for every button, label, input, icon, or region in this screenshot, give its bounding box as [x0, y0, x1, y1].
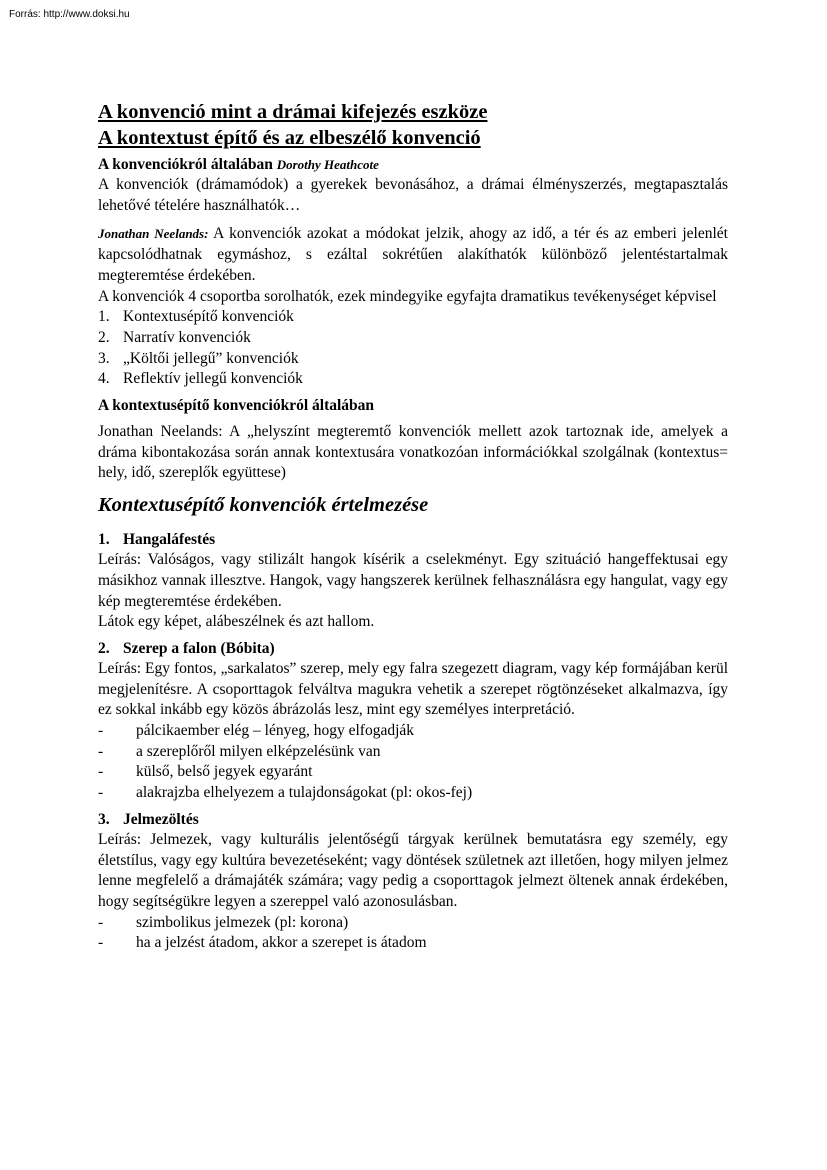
general-para2-text: A konvenciók azokat a módokat jelzik, ahogy az idő, a tér és az emberi jelenlét kapcsolódhatnak egymáshoz, s ezáltal sokrétűen alakíthatók különböző jelentéstartalmak megteremtése érdekében. [98, 225, 728, 284]
context-heading: A kontextusépítő konvenciókról általában [98, 397, 375, 415]
item-heading: 1. Hangaláfestés [98, 531, 216, 549]
general-heading-author: Dorothy Heathcote [276, 157, 379, 172]
document-page [98, 99, 728, 954]
list-item: 2. Narratív konvenciók [98, 328, 251, 346]
item-heading: 3. Jelmezöltés [98, 810, 199, 828]
list-item: - szimbolikus jelmezek (pl: korona) [98, 913, 349, 931]
item-description: Leírás: Egy fontos, „sarkalatos” szerep, mely egy falra szegezett diagram, vagy kép formájában kerül megjelenítésre. A csoporttagok felváltva magukra vehetik a szerepet rögtönzéseket alkalmazva, így ez sokkal inkább egy közös ábrázolás lesz, mint egy személyes interpretáció. [98, 659, 728, 719]
general-heading [98, 155, 728, 175]
item-description: Leírás: Valóságos, vagy stilizált hangok kísérik a cselekményt. Egy szituáció hangeffektusai egy másikhoz vannak illesztve. Hangok, vagy hangszerek kerülnek felhasználásra egy hangulat, vagy egy kép megteremtése érdekében. [98, 551, 728, 610]
item-bullets [98, 913, 728, 954]
general-para1: A konvenciók (drámamódok) a gyerekek bevonásához, a drámai élményszerzés, megtapasztalás lehetővé tételére használhatók… [98, 176, 728, 214]
list-item: - pálcikaember elég – lényeg, hogy elfogadják [98, 722, 415, 740]
general-para2 [98, 224, 728, 286]
list-item: 1. Kontextusépítő konvenciók [98, 308, 294, 326]
document-title-line1: A konvenció mint a drámai kifejezés eszköze [98, 101, 488, 123]
document-title-line2: A kontextust építő és az elbeszélő konvenció [98, 127, 481, 149]
list-item: 3. „Költői jellegű” konvenciók [98, 349, 299, 367]
list-item: - alakrajzba elhelyezem a tulajdonságokat (pl: okos-fej) [98, 784, 473, 802]
list-item: - külső, belső jegyek egyaránt [98, 763, 313, 781]
general-heading-text: A konvenciókról általában [98, 156, 273, 173]
list-item: 4. Reflektív jellegű konvenciók [98, 370, 303, 388]
neelands-author: Jonathan Neelands: [98, 226, 209, 242]
groups-list [98, 307, 728, 390]
section-title: Kontextusépítő konvenciók értelmezése [98, 494, 429, 517]
list-item: - a szereplőről milyen elképzelésünk van [98, 742, 381, 760]
item-heading: 2. Szerep a falon (Bóbita) [98, 639, 275, 657]
item-bullets [98, 721, 728, 804]
item-description: Leírás: Jelmezek, vagy kulturális jelentőségű tárgyak kerülnek bemutatásra egy személy, egy életstílus, vagy egy kultúra bevezetéseként; vagy döntések születnek azt illetően, hogy milyen jelmez lenne megfelelő a drámajáték számára; vagy pedig a csoporttagok jelmezt öltenek annak érdekében, hogy segítségükre legyen a szereppel való azonosulásban. [98, 830, 728, 910]
context-para: Jonathan Neelands: A „helyszínt megteremtő konvenciók mellett azok tartoznak ide, amelyek a dráma kibontakozása során annak kontextusára vonatkozóan információkkal szolgálnak (kontextus= hely, idő, szereplők együttese) [98, 423, 728, 482]
list-item: - ha a jelzést átadom, akkor a szerepet is átadom [98, 934, 427, 952]
item-extra: Látok egy képet, alábeszélnek és azt hallom. [98, 613, 375, 631]
general-para3: A konvenciók 4 csoportba sorolhatók, ezek mindegyike egyfajta dramatikus tevékenységet képvisel [98, 287, 717, 305]
source-line: Forrás: http://www.doksi.hu [9, 9, 130, 20]
